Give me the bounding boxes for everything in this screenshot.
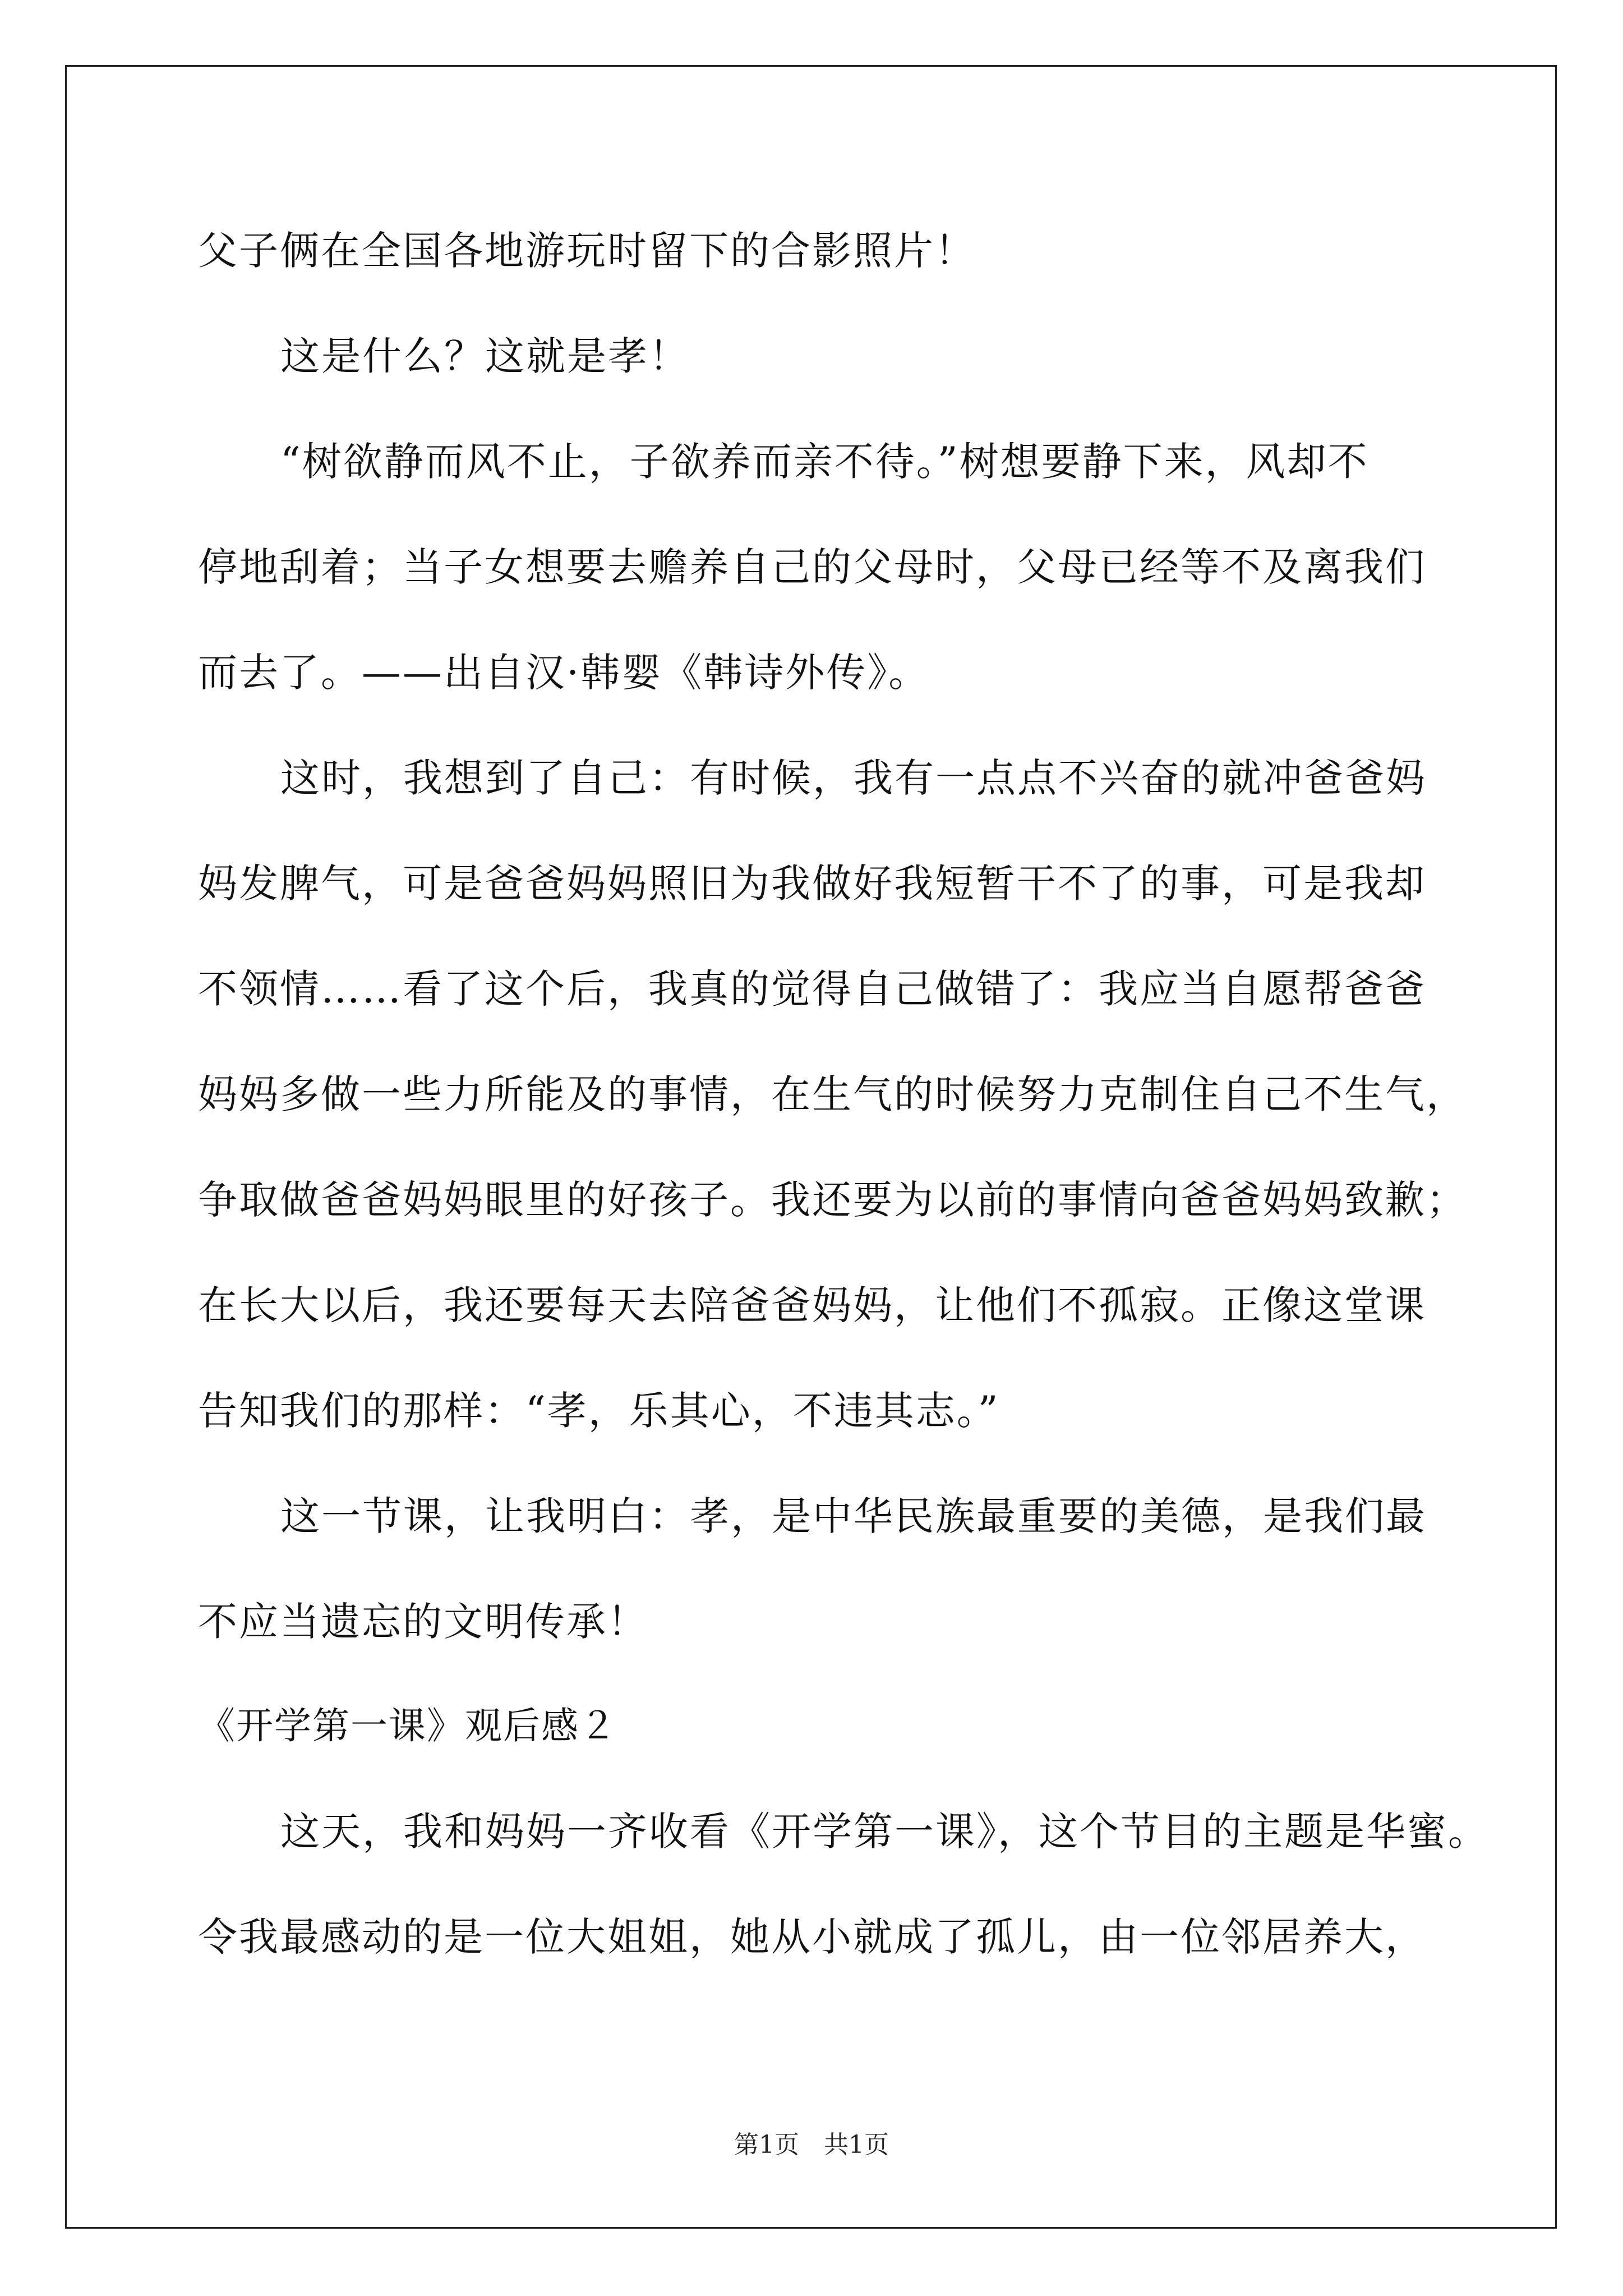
paragraph-line: 令我最感动的是一位大姐姐，她从小就成了孤儿，由一位邻居养大， <box>198 1914 1426 1960</box>
paragraph-line: 不应当遗忘的文明传承！ <box>198 1599 648 1645</box>
paragraph-line: 不领情……看了这个后，我真的觉得自己做错了：我应当自愿帮爸爸 <box>198 966 1426 1012</box>
page-footer: 第1页 共1页 <box>734 2131 889 2159</box>
paragraph-line: 停地刮着；当子女想要去赡养自己的父母时，父母已经等不及离我们 <box>198 544 1426 590</box>
paragraph-line: 在长大以后，我还要每天去陪爸爸妈妈，让他们不孤寂。正像这堂课 <box>198 1282 1426 1328</box>
paragraph-line: 这天，我和妈妈一齐收看《开学第一课》，这个节目的主题是华蜜。 <box>280 1809 1489 1855</box>
paragraph-line: 这时，我想到了自己：有时候，我有一点点不兴奋的就冲爸爸妈 <box>280 755 1427 801</box>
paragraph-line: “树欲静而风不止，子欲养而亲不待。”树想要静下来，风却不 <box>280 439 1369 485</box>
paragraph-line: 这一节课，让我明白：孝，是中华民族最重要的美德，是我们最 <box>280 1493 1427 1539</box>
paragraph-line: 告知我们的那样：“孝，乐其心，不违其志。” <box>198 1388 1000 1434</box>
paragraph-line: 争取做爸爸妈妈眼里的好孩子。我还要为以前的事情向爸爸妈妈致歉； <box>198 1177 1467 1223</box>
paragraph-line: 这是什么？这就是孝！ <box>280 333 690 379</box>
paragraph-line: 父子俩在全国各地游玩时留下的合影照片！ <box>198 228 976 274</box>
page-border <box>65 65 1557 2229</box>
paragraph-line: 而去了。——出自汉·韩婴《韩诗外传》。 <box>198 650 930 696</box>
paragraph-line: 妈发脾气，可是爸爸妈妈照旧为我做好我短暂干不了的事，可是我却 <box>198 861 1426 907</box>
section-heading: 《开学第一课》观后感２ <box>198 1704 617 1747</box>
paragraph-line: 妈妈多做一些力所能及的事情，在生气的时候努力克制住自己不生气， <box>198 1071 1467 1117</box>
